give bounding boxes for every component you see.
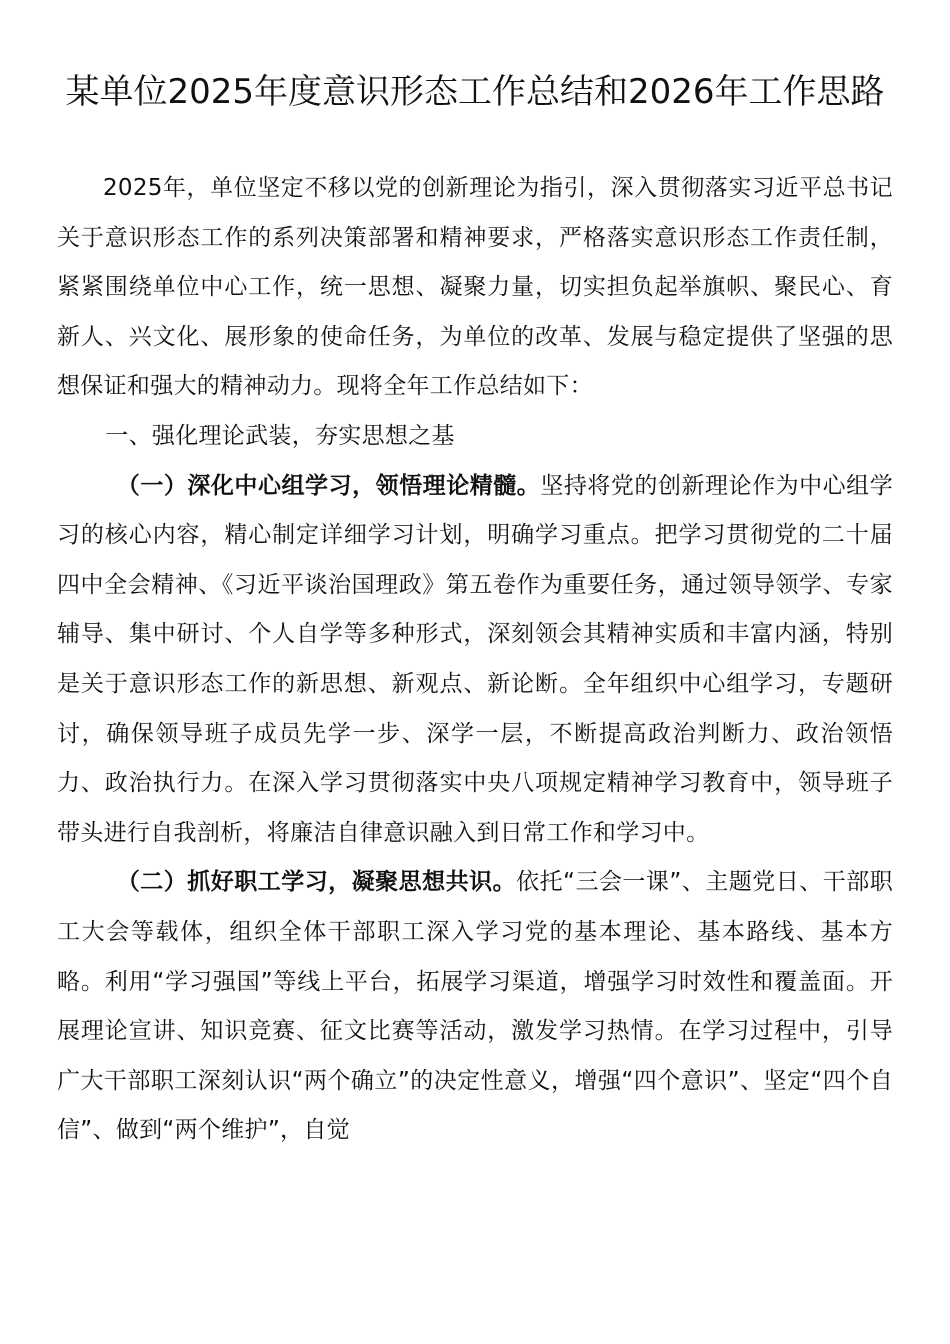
document-body bbox=[57, 164, 893, 1156]
document-title: 某单位2025年度意识形态工作总结和2026年工作思路 bbox=[65, 72, 885, 112]
intro-paragraph: 2025年，单位坚定不移以党的创新理论为指引，深入贯彻落实习近平总书记关于意识形态工作的系列决策部署和精神要求，严格落实意识形态工作责任制，紧紧围绕单位中心工作，统一思想、凝聚力量，切实担负起举旗帜、聚民心、育新人、兴文化、展形象的使命任务，为单位的改革、发展与稳定提供了坚强的思想保证和强大的精神动力。现将全年工作总结如下： bbox=[57, 175, 893, 400]
subsection-lead: （二）抓好职工学习，凝聚思想共识。 bbox=[116, 869, 517, 896]
section-heading: 一、强化理论武装，夯实思想之基 bbox=[105, 422, 455, 449]
subsection-lead: （一）深化中心组学习，领悟理论精髓。 bbox=[116, 472, 541, 499]
subsection-paragraph bbox=[57, 462, 893, 859]
subsection-text: 依托“三会一课”、主题党日、干部职工大会等载体，组织全体干部职工深入学习党的基本理论、基本路线、基本方略。利用“学习强国”等线上平台，拓展学习渠道，增强学习时效性和覆盖面。开展理论宣讲、知识竞赛、征文比赛等活动，激发学习热情。在学习过程中，引导广大干部职工深刻认识“两个确立”的决定性意义，增强“四个意识”、坚定“四个自信”、做到“两个维护”，自觉 bbox=[57, 869, 893, 1144]
subsection-text: 坚持将党的创新理论作为中心组学习的核心内容，精心制定详细学习计划，明确学习重点。把学习贯彻党的二十届四中全会精神、《习近平谈治国理政》第五卷作为重要任务，通过领导领学、专家辅导、集中研讨、个人自学等多种形式，深刻领会其精神实质和丰富内涵，特别是关于意识形态工作的新思想、新观点、新论断。全年组织中心组学习，专题研讨，确保领导班子成员先学一步、深学一层，不断提高政治判断力、政治领悟力、政治执行力。在深入学习贯彻落实中央八项规定精神学习教育中，领导班子带头进行自我剖析，将廉洁自律意识融入到日常工作和学习中。 bbox=[57, 472, 894, 846]
subsection-paragraph bbox=[57, 858, 893, 1156]
